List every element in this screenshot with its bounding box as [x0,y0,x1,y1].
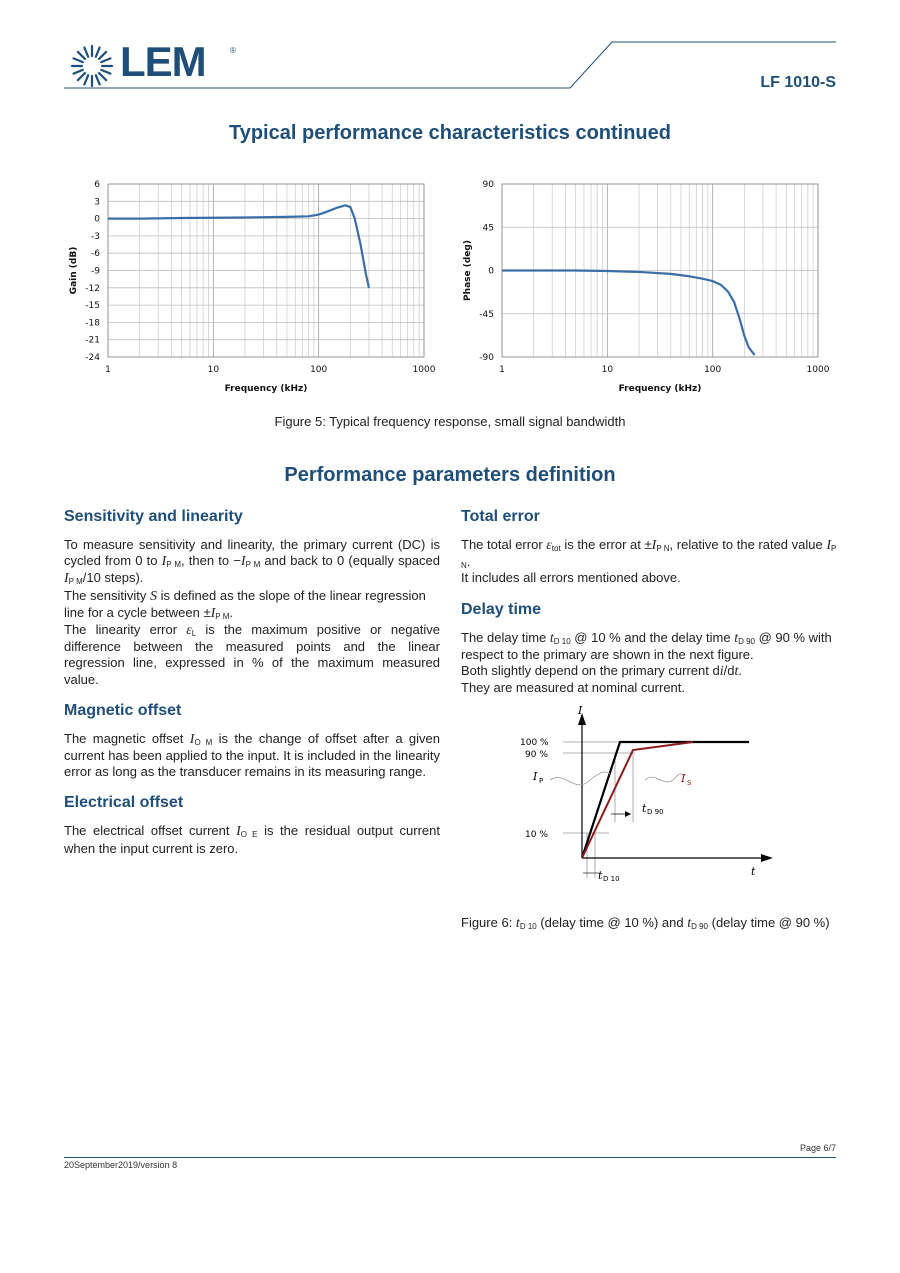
y-tick-label: 90 [482,180,494,190]
logo-ray [74,58,83,62]
total-error-paragraph-2: It includes all errors mentioned above. [461,570,681,586]
logo-ray [84,75,88,84]
label-td90-sub: D 90 [647,808,664,816]
secondary-current-trace [582,742,693,858]
logo-ray [99,73,106,80]
phase-chart [458,170,838,400]
y-axis-title: Phase (deg) [463,240,473,301]
label-100: 100 % [520,738,549,748]
x-tick-label: 1 [499,365,505,375]
logo-ray [74,70,83,74]
linearity-paragraph: The linearity error $\varepsilon_L$ is the maximum positive or negative difference between the measured points and the linear regression line, expressed in % of the maximum measured value. [64,622,440,687]
x-tick-label: 100 [310,365,328,375]
delay-paragraph-3: They are measured at nominal current. [461,680,685,696]
label-td90: t [642,802,647,815]
section-title-characteristics: Typical performance characteristics continued [228,122,671,144]
y-tick-label: -90 [479,353,494,363]
label-i-axis: I [578,704,583,717]
right-column [461,506,837,708]
series-line [108,205,369,287]
label-ip-sub: P [539,777,544,785]
total-error-paragraph: The total error $\varepsilon_{tot}$ is the error at $\pm I_{P N}$, relative to the rated value $I_{P N}$. [461,537,837,571]
heading-sensitivity: Sensitivity and linearity [64,508,243,525]
ip-leader-line [550,772,610,785]
logo-text: LEM [120,38,206,85]
logo-ray [101,58,110,62]
logo-ray [84,48,88,57]
label-is-sub: S [687,779,692,787]
label-td10-sub: D 10 [603,875,620,883]
document-version: 20September2019/version 8 [64,1160,178,1170]
heading-total-error: Total error [461,508,540,525]
gain-chart [64,170,444,400]
label-10: 10 % [525,830,548,840]
x-tick-label: 1000 [806,365,830,375]
left-column [64,506,440,869]
label-td10: t [598,869,603,882]
y-tick-label: -3 [91,231,100,242]
primary-current-trace [582,742,749,858]
magnetic-offset-paragraph: The magnetic offset $I_{O M}$ is the change of offset after a given current has been applied to the input. It is included in the linearity error as long as the transducer remains in its measuring range. [64,730,440,780]
figure-6-caption: Figure 6: $t_{D 10}$ (delay time @ 10 %) and $t_{D 90}$ (delay time @ 90 %) [461,915,830,931]
x-axis-title: Frequency (kHz) [618,384,702,394]
logo-ray [99,52,106,59]
y-tick-label: -6 [91,249,100,260]
heading-delay-time: Delay time [461,600,542,618]
label-ip: I [533,770,538,783]
product-name: LF 1010-S [760,74,836,91]
logo-ray [78,73,85,80]
delay-time-diagram [505,700,785,885]
logo-registered-mark: ® [230,46,236,55]
delay-paragraph-1: The delay time $t_{D 10}$ @ 10 % and the delay time $t_{D 90}$ @ 90 % with respect to the primary are shown in the next figure. [461,629,832,662]
td90-arrow-icon [625,811,631,817]
label-90: 90 % [525,750,548,760]
figure-5-caption: Figure 5: Typical frequency response, small signal bandwidth [274,414,626,429]
x-tick-label: 1000 [412,365,436,375]
x-axis-title: Frequency (kHz) [224,384,308,394]
x-tick-label: 10 [601,365,614,375]
logo-ray [96,75,100,84]
is-leader-line [645,774,685,782]
sensitivity-paragraph-1: To measure sensitivity and linearity, the primary current (DC) is cycled from 0 to $I_{P M}$, then to $-I_{P M}$ and back to 0 (equally spaced $I_{P M}/10$ steps). [64,537,441,587]
electrical-offset-paragraph: The electrical offset current $I_{O E}$ is the residual output current when the input current is zero. [64,823,441,856]
x-tick-label: 10 [207,365,220,375]
y-tick-label: -45 [479,309,494,320]
page-number: Page 6/7 [799,1143,836,1153]
y-tick-label: -12 [85,283,100,294]
y-tick-label: -9 [91,266,100,277]
logo-ray [96,48,100,57]
y-tick-label: 0 [94,214,100,225]
label-t-axis: t [751,865,756,878]
footer-divider [64,1157,836,1158]
x-tick-label: 100 [704,365,722,375]
lem-logo-icon [68,42,116,90]
label-is: I [681,772,686,785]
section-title-definitions: Performance parameters definition [284,464,616,486]
y-tick-label: 6 [94,180,100,190]
y-axis-title: Gain (dB) [69,246,79,295]
y-tick-label: 45 [482,223,494,234]
sensitivity-paragraph-2: The sensitivity S is defined as the slope of the linear regression line for a cycle between $\pm I_{P M}$. [64,587,426,621]
y-tick-label: -18 [85,318,100,329]
series-line [502,271,755,356]
y-tick-label: -15 [85,301,100,312]
y-tick-label: 3 [94,197,100,208]
delay-paragraph-2: Both slightly depend on the primary current di/dt. [461,663,742,680]
y-tick-label: 0 [488,266,494,277]
y-tick-label: -24 [85,353,100,363]
x-tick-label: 1 [105,365,111,375]
heading-magnetic-offset: Magnetic offset [64,701,182,719]
t-axis-arrow-icon [761,854,773,862]
logo-ray [78,52,85,59]
y-tick-label: -21 [85,335,100,346]
heading-electrical-offset: Electrical offset [64,794,184,812]
logo-ray [101,70,110,74]
